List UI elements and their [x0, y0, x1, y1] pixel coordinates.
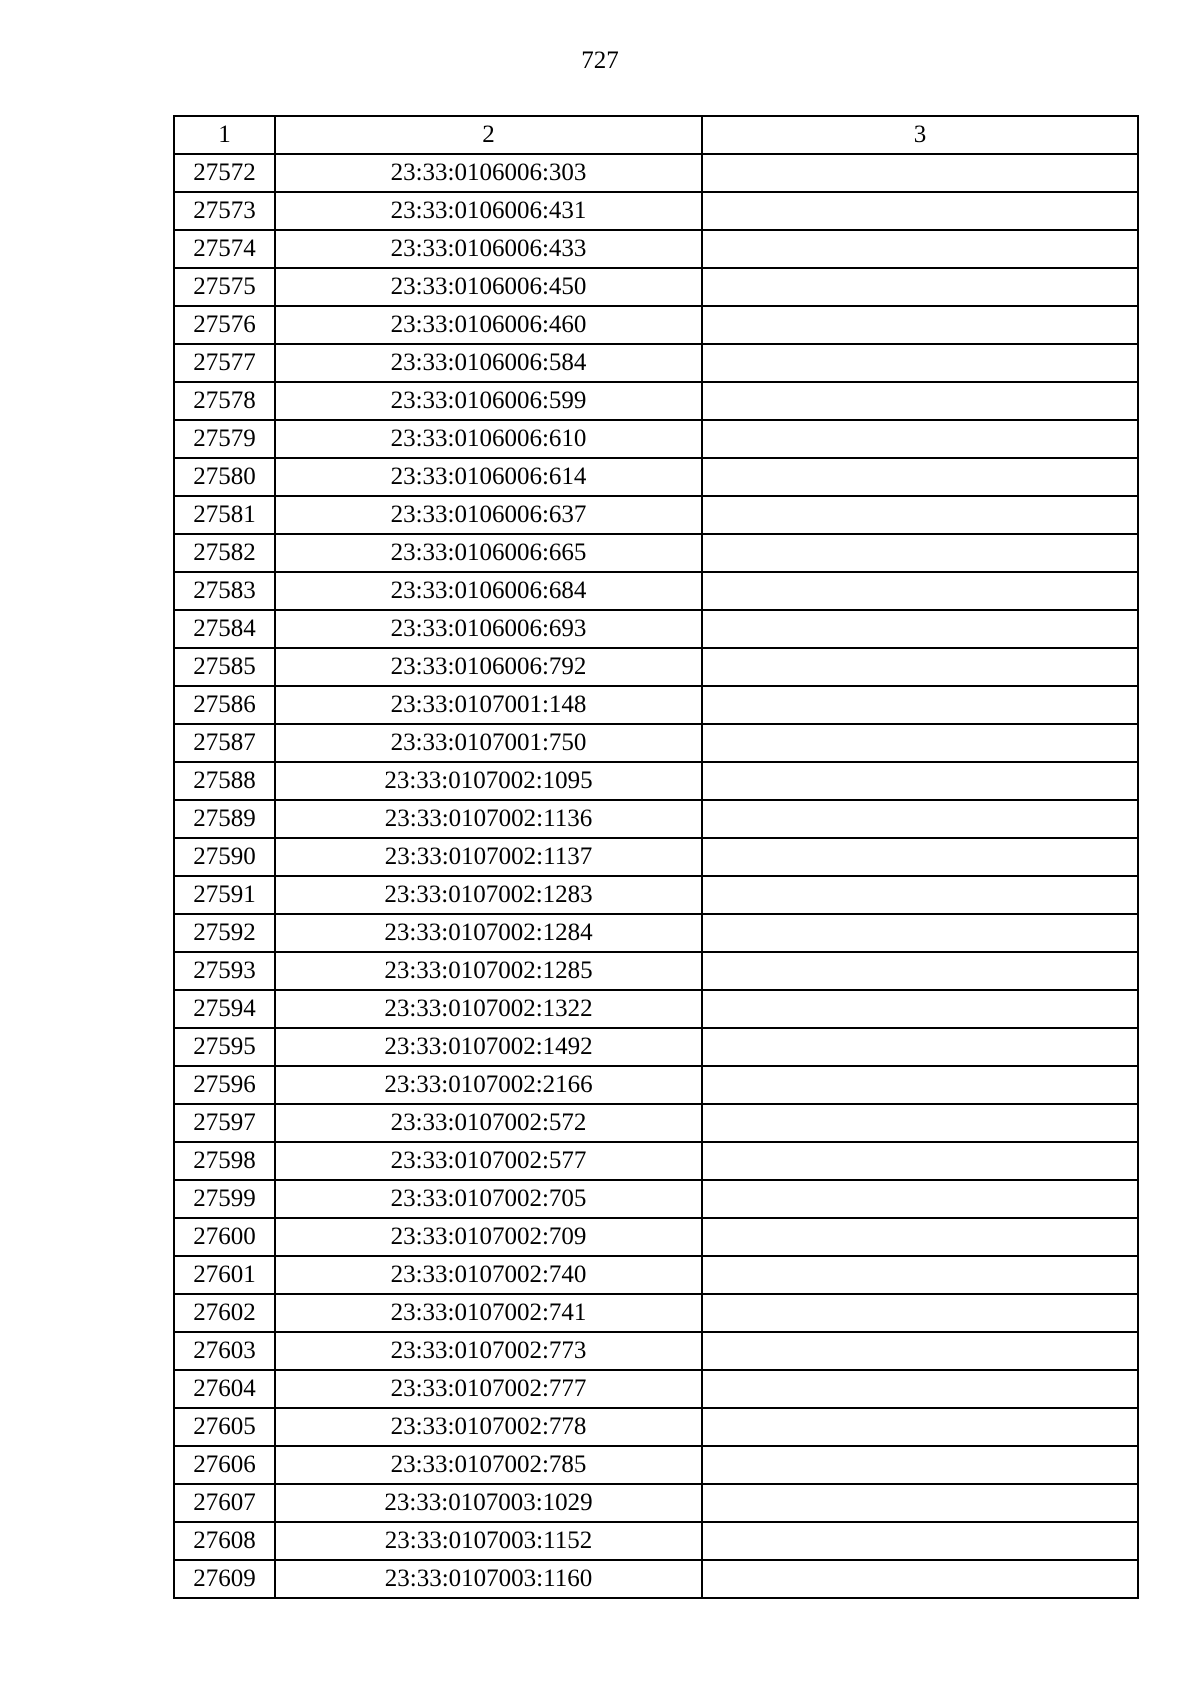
table-row: [174, 496, 1138, 534]
cadastral-number-cell: 23:33:0107002:1095: [275, 762, 702, 800]
note-cell: [702, 534, 1138, 572]
row-number-cell: 27576: [174, 306, 275, 344]
table-row: [174, 458, 1138, 496]
note-cell: [702, 990, 1138, 1028]
note-cell: [702, 1446, 1138, 1484]
row-number-cell: 27600: [174, 1218, 275, 1256]
table-row: [174, 1560, 1138, 1598]
cadastral-number-cell: 23:33:0106006:610: [275, 420, 702, 458]
table-row: [174, 952, 1138, 990]
row-number-cell: 27602: [174, 1294, 275, 1332]
table-row: [174, 1028, 1138, 1066]
row-number-cell: 27580: [174, 458, 275, 496]
cadastral-number-cell: 23:33:0106006:303: [275, 154, 702, 192]
table-row: [174, 762, 1138, 800]
row-number-cell: 27594: [174, 990, 275, 1028]
row-number-cell: 27579: [174, 420, 275, 458]
row-number-cell: 27607: [174, 1484, 275, 1522]
table-row: [174, 344, 1138, 382]
note-cell: [702, 268, 1138, 306]
table-row: [174, 154, 1138, 192]
cadastral-number-cell: 23:33:0107002:1283: [275, 876, 702, 914]
table-row: [174, 838, 1138, 876]
cadastral-number-cell: 23:33:0106006:450: [275, 268, 702, 306]
row-number-cell: 27596: [174, 1066, 275, 1104]
note-cell: [702, 1028, 1138, 1066]
note-cell: [702, 1256, 1138, 1294]
row-number-cell: 27597: [174, 1104, 275, 1142]
note-cell: [702, 1066, 1138, 1104]
row-number-cell: 27604: [174, 1370, 275, 1408]
note-cell: [702, 496, 1138, 534]
table-row: [174, 1142, 1138, 1180]
cadastral-number-cell: 23:33:0107001:750: [275, 724, 702, 762]
table-row: [174, 534, 1138, 572]
cadastral-number-cell: 23:33:0106006:637: [275, 496, 702, 534]
note-cell: [702, 572, 1138, 610]
row-number-cell: 27591: [174, 876, 275, 914]
table-row: [174, 1104, 1138, 1142]
table-row: [174, 1484, 1138, 1522]
row-number-cell: 27581: [174, 496, 275, 534]
table-row: [174, 1294, 1138, 1332]
table-row: [174, 914, 1138, 952]
cadastral-number-cell: 23:33:0107002:1322: [275, 990, 702, 1028]
table-row: [174, 192, 1138, 230]
row-number-cell: 27589: [174, 800, 275, 838]
table-row: [174, 572, 1138, 610]
note-cell: [702, 1522, 1138, 1560]
note-cell: [702, 1370, 1138, 1408]
table-row: [174, 230, 1138, 268]
cadastral-number-cell: 23:33:0107002:2166: [275, 1066, 702, 1104]
table-row: [174, 1370, 1138, 1408]
row-number-cell: 27599: [174, 1180, 275, 1218]
table-row: [174, 800, 1138, 838]
note-cell: [702, 914, 1138, 952]
row-number-cell: 27592: [174, 914, 275, 952]
cadastral-number-cell: 23:33:0107003:1029: [275, 1484, 702, 1522]
table-row: [174, 686, 1138, 724]
note-cell: [702, 1484, 1138, 1522]
cadastral-number-cell: 23:33:0106006:684: [275, 572, 702, 610]
table-row: [174, 1180, 1138, 1218]
table-row: [174, 610, 1138, 648]
note-cell: [702, 762, 1138, 800]
row-number-cell: 27608: [174, 1522, 275, 1560]
note-cell: [702, 1332, 1138, 1370]
row-number-cell: 27585: [174, 648, 275, 686]
table-row: [174, 990, 1138, 1028]
note-cell: [702, 1142, 1138, 1180]
table-header-row: [174, 116, 1138, 154]
row-number-cell: 27595: [174, 1028, 275, 1066]
cadastral-number-cell: 23:33:0107002:1492: [275, 1028, 702, 1066]
note-cell: [702, 648, 1138, 686]
row-number-cell: 27587: [174, 724, 275, 762]
cadastral-number-cell: 23:33:0107002:1285: [275, 952, 702, 990]
table-row: [174, 420, 1138, 458]
table-row: [174, 1522, 1138, 1560]
table-row: [174, 382, 1138, 420]
cadastral-number-cell: 23:33:0106006:433: [275, 230, 702, 268]
cadastral-number-cell: 23:33:0106006:584: [275, 344, 702, 382]
row-number-cell: 27601: [174, 1256, 275, 1294]
cadastral-number-cell: 23:33:0107002:572: [275, 1104, 702, 1142]
row-number-cell: 27603: [174, 1332, 275, 1370]
note-cell: [702, 1408, 1138, 1446]
note-cell: [702, 800, 1138, 838]
row-number-cell: 27606: [174, 1446, 275, 1484]
row-number-cell: 27578: [174, 382, 275, 420]
note-cell: [702, 686, 1138, 724]
row-number-cell: 27584: [174, 610, 275, 648]
cadastral-table: [173, 115, 1139, 1599]
cadastral-number-cell: 23:33:0107002:705: [275, 1180, 702, 1218]
note-cell: [702, 192, 1138, 230]
table-body: [174, 154, 1138, 1598]
column-header-1: 1: [174, 116, 275, 154]
row-number-cell: 27573: [174, 192, 275, 230]
cadastral-number-cell: 23:33:0106006:665: [275, 534, 702, 572]
cadastral-number-cell: 23:33:0107002:577: [275, 1142, 702, 1180]
table-row: [174, 876, 1138, 914]
table-row: [174, 268, 1138, 306]
row-number-cell: 27586: [174, 686, 275, 724]
row-number-cell: 27605: [174, 1408, 275, 1446]
note-cell: [702, 1104, 1138, 1142]
note-cell: [702, 344, 1138, 382]
row-number-cell: 27609: [174, 1560, 275, 1598]
cadastral-number-cell: 23:33:0106006:614: [275, 458, 702, 496]
cadastral-number-cell: 23:33:0106006:431: [275, 192, 702, 230]
cadastral-number-cell: 23:33:0107003:1160: [275, 1560, 702, 1598]
table-row: [174, 1446, 1138, 1484]
cadastral-number-cell: 23:33:0106006:460: [275, 306, 702, 344]
note-cell: [702, 230, 1138, 268]
page-number: 727: [581, 47, 619, 74]
table-row: [174, 1408, 1138, 1446]
row-number-cell: 27575: [174, 268, 275, 306]
cadastral-number-cell: 23:33:0107002:1284: [275, 914, 702, 952]
column-header-2: 2: [275, 116, 702, 154]
note-cell: [702, 1560, 1138, 1598]
note-cell: [702, 724, 1138, 762]
row-number-cell: 27574: [174, 230, 275, 268]
table-row: [174, 1066, 1138, 1104]
row-number-cell: 27590: [174, 838, 275, 876]
cadastral-number-cell: 23:33:0107002:785: [275, 1446, 702, 1484]
cadastral-number-cell: 23:33:0107002:1136: [275, 800, 702, 838]
row-number-cell: 27598: [174, 1142, 275, 1180]
row-number-cell: 27577: [174, 344, 275, 382]
note-cell: [702, 154, 1138, 192]
cadastral-number-cell: 23:33:0106006:792: [275, 648, 702, 686]
table-row: [174, 306, 1138, 344]
table-row: [174, 648, 1138, 686]
cadastral-number-cell: 23:33:0107002:1137: [275, 838, 702, 876]
cadastral-number-cell: 23:33:0106006:693: [275, 610, 702, 648]
note-cell: [702, 420, 1138, 458]
table-row: [174, 1218, 1138, 1256]
table-row: [174, 1332, 1138, 1370]
table-row: [174, 1256, 1138, 1294]
cadastral-number-cell: 23:33:0107002:773: [275, 1332, 702, 1370]
cadastral-number-cell: 23:33:0106006:599: [275, 382, 702, 420]
note-cell: [702, 952, 1138, 990]
row-number-cell: 27583: [174, 572, 275, 610]
note-cell: [702, 876, 1138, 914]
cadastral-number-cell: 23:33:0107002:777: [275, 1370, 702, 1408]
note-cell: [702, 458, 1138, 496]
cadastral-number-cell: 23:33:0107002:709: [275, 1218, 702, 1256]
cadastral-number-cell: 23:33:0107001:148: [275, 686, 702, 724]
cadastral-number-cell: 23:33:0107002:778: [275, 1408, 702, 1446]
note-cell: [702, 1218, 1138, 1256]
column-header-3: 3: [702, 116, 1138, 154]
cadastral-number-cell: 23:33:0107003:1152: [275, 1522, 702, 1560]
note-cell: [702, 382, 1138, 420]
note-cell: [702, 1294, 1138, 1332]
table-row: [174, 724, 1138, 762]
row-number-cell: 27582: [174, 534, 275, 572]
note-cell: [702, 1180, 1138, 1218]
row-number-cell: 27572: [174, 154, 275, 192]
cadastral-number-cell: 23:33:0107002:741: [275, 1294, 702, 1332]
cadastral-number-cell: 23:33:0107002:740: [275, 1256, 702, 1294]
row-number-cell: 27593: [174, 952, 275, 990]
row-number-cell: 27588: [174, 762, 275, 800]
note-cell: [702, 838, 1138, 876]
note-cell: [702, 306, 1138, 344]
note-cell: [702, 610, 1138, 648]
